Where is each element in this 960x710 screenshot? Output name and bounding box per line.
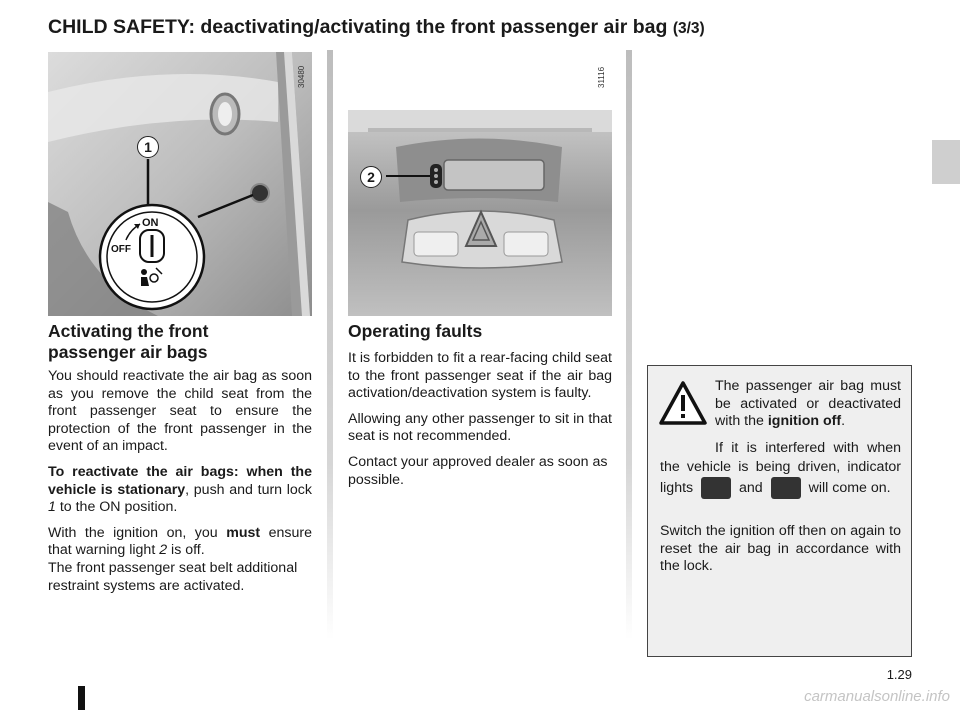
paragraph-contact-dealer: Contact your approved dealer as soon as possible.: [348, 453, 608, 488]
warning-box: [647, 365, 912, 657]
paragraph-other-passenger: Allowing any other passenger to sit in that seat is not recommended.: [348, 410, 612, 445]
switch-off-label: OFF: [111, 244, 131, 255]
warning-text-ignition: [715, 378, 901, 431]
procedure-text-a: , push and turn lock: [185, 481, 312, 498]
interference-text: If it is interfered with when the vehicle is being driven, indicator lights: [660, 440, 901, 496]
heading-activating-airbags: Activating the front passenger air bags: [48, 321, 209, 362]
reactivate-condition: To reactivate the air bags: when the vehicle is stationary: [48, 463, 312, 498]
warning-text-interference: [660, 439, 901, 499]
paragraph-reactivate-advice: You should reactivate the air bag as soon as you remove the child seat from the front passenger seat to ensure the protection of the front passenger in the event of an impact.: [48, 368, 312, 455]
page-title: [48, 16, 705, 39]
ignition-off-emphasis: ignition off: [767, 413, 842, 430]
heading-operating-faults: Operating faults: [348, 321, 483, 341]
interference-and: and: [739, 479, 763, 496]
warning-text-end: .: [841, 413, 846, 430]
lock-ref: 1: [48, 499, 56, 516]
column-divider-right: [626, 50, 632, 640]
callout-warning-light-2: 2: [360, 166, 382, 188]
switch-on-label: ON: [142, 217, 159, 229]
left-column-text: [48, 368, 312, 603]
paragraph-ignition-check: [48, 525, 312, 560]
ignition-text-a: With the ignition on, you: [48, 524, 227, 541]
paragraph-restraint-systems: The front passenger seat belt additional restraint systems are activated.: [48, 559, 298, 594]
middle-column-text: [348, 350, 612, 497]
warning-text-a: The passenger air bag must be activated or deactivated with the: [715, 378, 901, 430]
warning-light-figure: [348, 52, 612, 316]
passenger-airbag-indicator-icon: [701, 477, 731, 499]
ignition-text-c: is off.: [167, 542, 205, 559]
callout-lock-1: 1: [137, 136, 159, 158]
page-part-indicator: (3/3): [672, 20, 705, 37]
paragraph-forbidden-child-seat: It is forbidden to fit a rear-facing child seat to the front passenger seat if the air bag activation/deactivation system is faulty.: [348, 350, 612, 402]
warning-text-reset: Switch the ignition off then on again to reset the air bag in accordance with the lock.: [660, 523, 901, 575]
figure-code-31116: 31116: [597, 66, 606, 88]
warning-light-illustration: [348, 52, 612, 316]
column-divider-left: [327, 50, 333, 640]
page-title-text: CHILD SAFETY: deactivating/activating the front passenger air bag: [48, 16, 668, 38]
paragraph-reactivate-procedure: [48, 464, 312, 517]
procedure-text-b: to the ON position.: [55, 499, 178, 516]
warning-triangle-icon: [658, 380, 708, 426]
airbag-lock-figure: [48, 52, 312, 316]
ignition-text-b: ensure that warning light: [48, 524, 312, 559]
interference-end: will come on.: [808, 479, 891, 496]
corner-crop-mark: [78, 686, 85, 710]
page-number: 1.29: [886, 667, 912, 682]
chapter-tab: [932, 140, 960, 184]
airbag-lock-illustration: [48, 52, 312, 316]
figure-code-30480: 30480: [297, 65, 306, 88]
watermark: carmanualsonline.info: [804, 688, 950, 705]
warning-light-ref: 2: [159, 542, 168, 559]
airbag-fault-indicator-icon: [771, 477, 801, 499]
must-emphasis: must: [226, 524, 261, 541]
